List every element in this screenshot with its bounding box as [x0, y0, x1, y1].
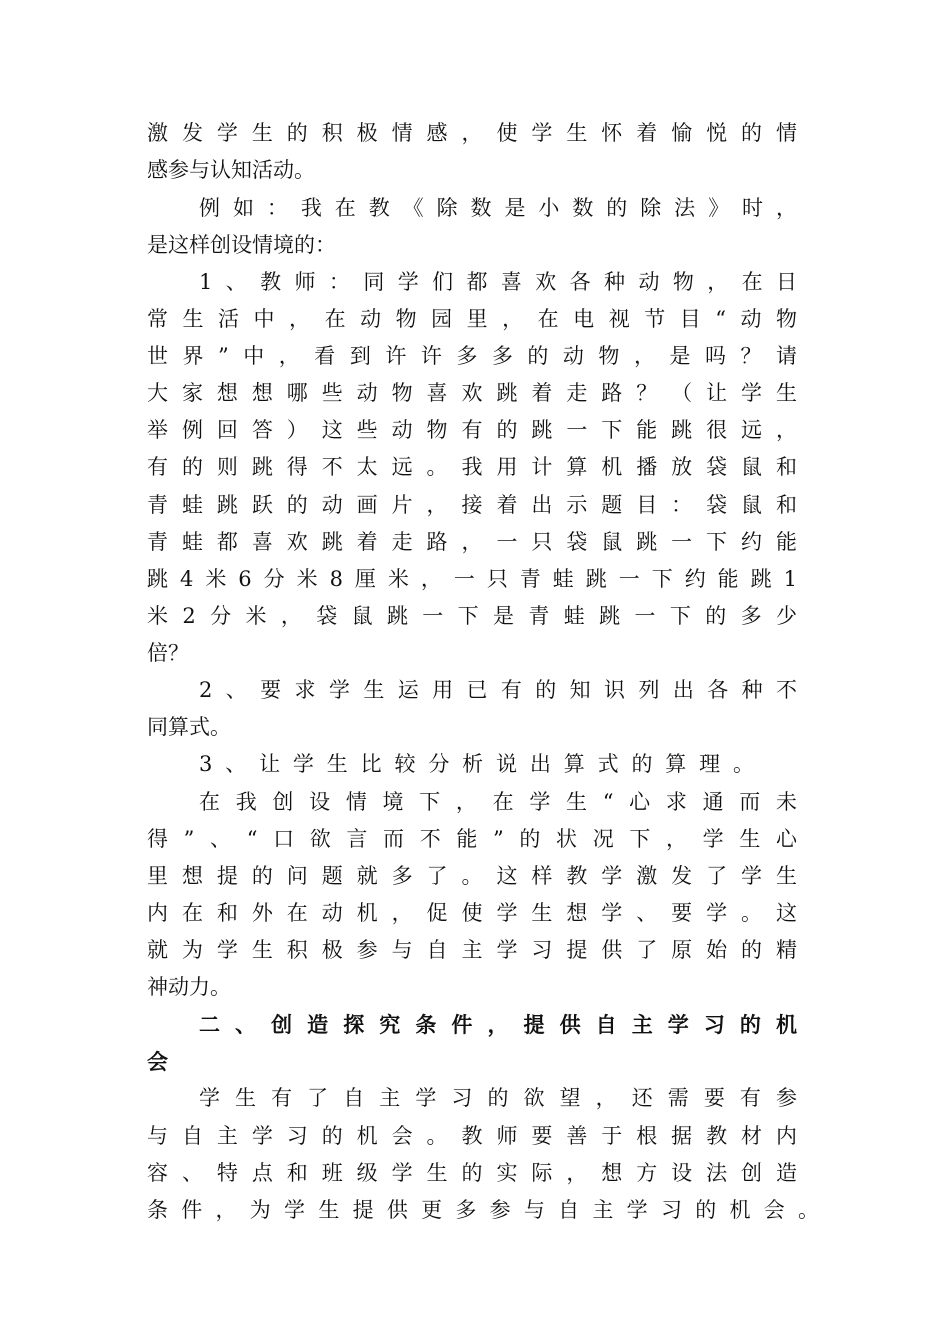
text-line: 大家想想哪些动物喜欢跳着走路？（让学生 [147, 381, 797, 405]
text-line: 2、要求学生运用已有的知识列出各种不 [199, 678, 797, 702]
text-line: 神动力。 [147, 975, 231, 999]
text-line: 内在和外在动机，促使学生想学、要学。这 [147, 901, 797, 925]
section-heading-continued: 会 [147, 1049, 168, 1074]
text-line: 得”、“口欲言而不能”的状况下，学生心 [147, 827, 797, 851]
text-line: 常生活中，在动物园里，在电视节目“动物 [147, 307, 797, 331]
text-line: 1、教师：同学们都喜欢各种动物，在日 [199, 270, 797, 294]
text-line: 激发学生的积极情感，使学生怀着愉悦的情 [147, 121, 797, 145]
text-line: 举例回答）这些动物有的跳一下能跳很远， [147, 418, 797, 442]
text-line: 学生有了自主学习的欲望，还需要有参 [199, 1086, 797, 1110]
text-line: 有的则跳得不太远。我用计算机播放袋鼠和 [147, 455, 797, 479]
text-line: 世界”中，看到许许多多的动物，是吗？请 [147, 344, 797, 368]
text-line: 倍？ [147, 641, 189, 665]
text-line: 条件，为学生提供更多参与自主学习的机会。 [147, 1198, 819, 1222]
text-line: 例如：我在教《除数是小数的除法》时， [199, 196, 797, 220]
text-line: 里想提的问题就多了。这样教学激发了学生 [147, 864, 797, 888]
text-line: 是这样创设情境的： [147, 233, 336, 257]
text-line: 青蛙跳跃的动画片，接着出示题目：袋鼠和 [147, 493, 797, 517]
text-line: 感参与认知活动。 [147, 158, 315, 182]
text-line: 在我创设情境下，在学生“心求通而未 [199, 790, 797, 814]
text-line: 米2分米，袋鼠跳一下是青蛙跳一下的多少 [147, 604, 797, 628]
text-line: 与自主学习的机会。教师要善于根据教材内 [147, 1124, 797, 1148]
text-line: 跳4米6分米8厘米，一只青蛙跳一下约能跳1 [147, 567, 797, 591]
text-line: 同算式。 [147, 715, 231, 739]
text-line: 青蛙都喜欢跳着走路，一只袋鼠跳一下约能 [147, 530, 797, 554]
text-line: 就为学生积极参与自主学习提供了原始的精 [147, 938, 797, 962]
section-heading: 二、创造探究条件，提供自主学习的机 [199, 1012, 797, 1037]
text-line: 容、特点和班级学生的实际，想方设法创造 [147, 1161, 797, 1185]
text-line: 3、让学生比较分析说出算式的算理。 [199, 752, 754, 776]
